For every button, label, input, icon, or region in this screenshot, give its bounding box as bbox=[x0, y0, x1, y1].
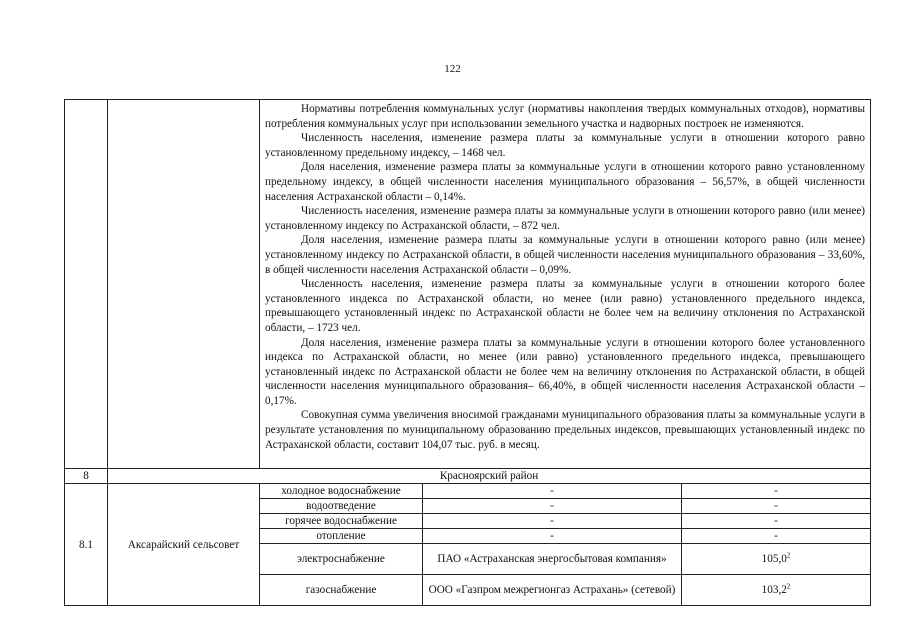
provider-name: - bbox=[423, 499, 682, 514]
section-number: 8 bbox=[65, 469, 108, 484]
empty-name-cell bbox=[108, 100, 260, 469]
index-value: - bbox=[682, 484, 871, 499]
index-value: - bbox=[682, 514, 871, 529]
page-number: 122 bbox=[444, 63, 461, 75]
index-value: - bbox=[682, 499, 871, 514]
paragraph: Доля населения, изменение размера платы за коммунальные услуги в отношении которого более установленного индекса по Астраханской области, но менее (или равно) установленного предельного индекса, превышающего установленный индекс по Астраханской области не более чем на величину отклонения по Астраханской области, в общей численности населения муниципального образования– 66,40%, в общей численности населения Астраханской области – 0,17%. bbox=[265, 336, 866, 407]
paragraph: Численность населения, изменение размера платы за коммунальные услуги в отношении которого равно (или менее) установленному индексу по Астраханской области, – 872 чел. bbox=[265, 205, 866, 232]
service-name: водоотведение bbox=[260, 499, 423, 514]
index-value bbox=[682, 544, 871, 575]
service-name: электроснабжение bbox=[260, 544, 423, 575]
service-name: горячее водоснабжение bbox=[260, 514, 423, 529]
service-name: газоснабжение bbox=[260, 575, 423, 606]
index-value-number: 103,2 bbox=[761, 584, 787, 596]
paragraph: Совокупная сумма увеличения вносимой гражданами муниципального образования платы за коммунальные услуги в результате установления по муниципальному образованию предельных индексов, превышающих установленный индекс по Астраханской области, составит 104,07 тыс. руб. в месяц. bbox=[265, 409, 866, 451]
table-row bbox=[65, 484, 871, 499]
subsection-name: Аксарайский сельсовет bbox=[108, 484, 260, 606]
subsection-number: 8.1 bbox=[65, 484, 108, 606]
section-title: Красноярский район bbox=[108, 469, 871, 484]
footnote-marker: 2 bbox=[786, 582, 791, 591]
paragraph: Доля населения, изменение размера платы за коммунальные услуги в отношении которого равно (или менее) установленному индексу по Астраханской области, в общей численности населения муниципального образования – 33,60%, в общей численности населения Астраханской области – 0,09%. bbox=[265, 234, 866, 276]
paragraph: Нормативы потребления коммунальных услуг (нормативы накопления твердых коммунальных отходов), нормативы потребления коммунальных услуг при использовании земельного участка и надворных построек не изменяются. bbox=[265, 103, 866, 130]
service-name: холодное водоснабжение bbox=[260, 484, 423, 499]
provider-name: ООО «Газпром межрегионгаз Астрахань» (сетевой) bbox=[423, 575, 682, 606]
footnote-marker: 2 bbox=[786, 551, 791, 560]
provider-name: ПАО «Астраханская энергосбытовая компания» bbox=[423, 544, 682, 575]
paragraph: Численность населения, изменение размера платы за коммунальные услуги в отношении которого равно установленному предельному индексу, – 1468 чел. bbox=[265, 132, 866, 159]
text-row bbox=[65, 100, 871, 469]
paragraph: Численность населения, изменение размера платы за коммунальные услуги в отношении которого более установленного индекса по Астраханской области, но менее (или равно) установленного предельного индекса, превышающего установленный индекс по Астраханской области не более чем на величину отклонения по Астраханской области, – 1723 чел. bbox=[265, 278, 866, 334]
paragraph: Доля населения, изменение размера платы за коммунальные услуги в отношении которого равно установленному предельному индексу, в общей численности населения муниципального образования – 56,57%, в общей численности населения Астраханской области – 0,14%. bbox=[265, 161, 866, 203]
empty-number-cell bbox=[65, 100, 108, 469]
document-table-area bbox=[64, 99, 870, 607]
provider-name: - bbox=[423, 529, 682, 544]
provider-name: - bbox=[423, 514, 682, 529]
indices-table bbox=[64, 99, 871, 606]
index-value: - bbox=[682, 529, 871, 544]
service-name: отопление bbox=[260, 529, 423, 544]
section-row bbox=[65, 469, 871, 484]
provider-name: - bbox=[423, 484, 682, 499]
explanatory-text-cell bbox=[260, 100, 871, 469]
index-value-number: 105,0 bbox=[761, 553, 787, 565]
index-value bbox=[682, 575, 871, 606]
